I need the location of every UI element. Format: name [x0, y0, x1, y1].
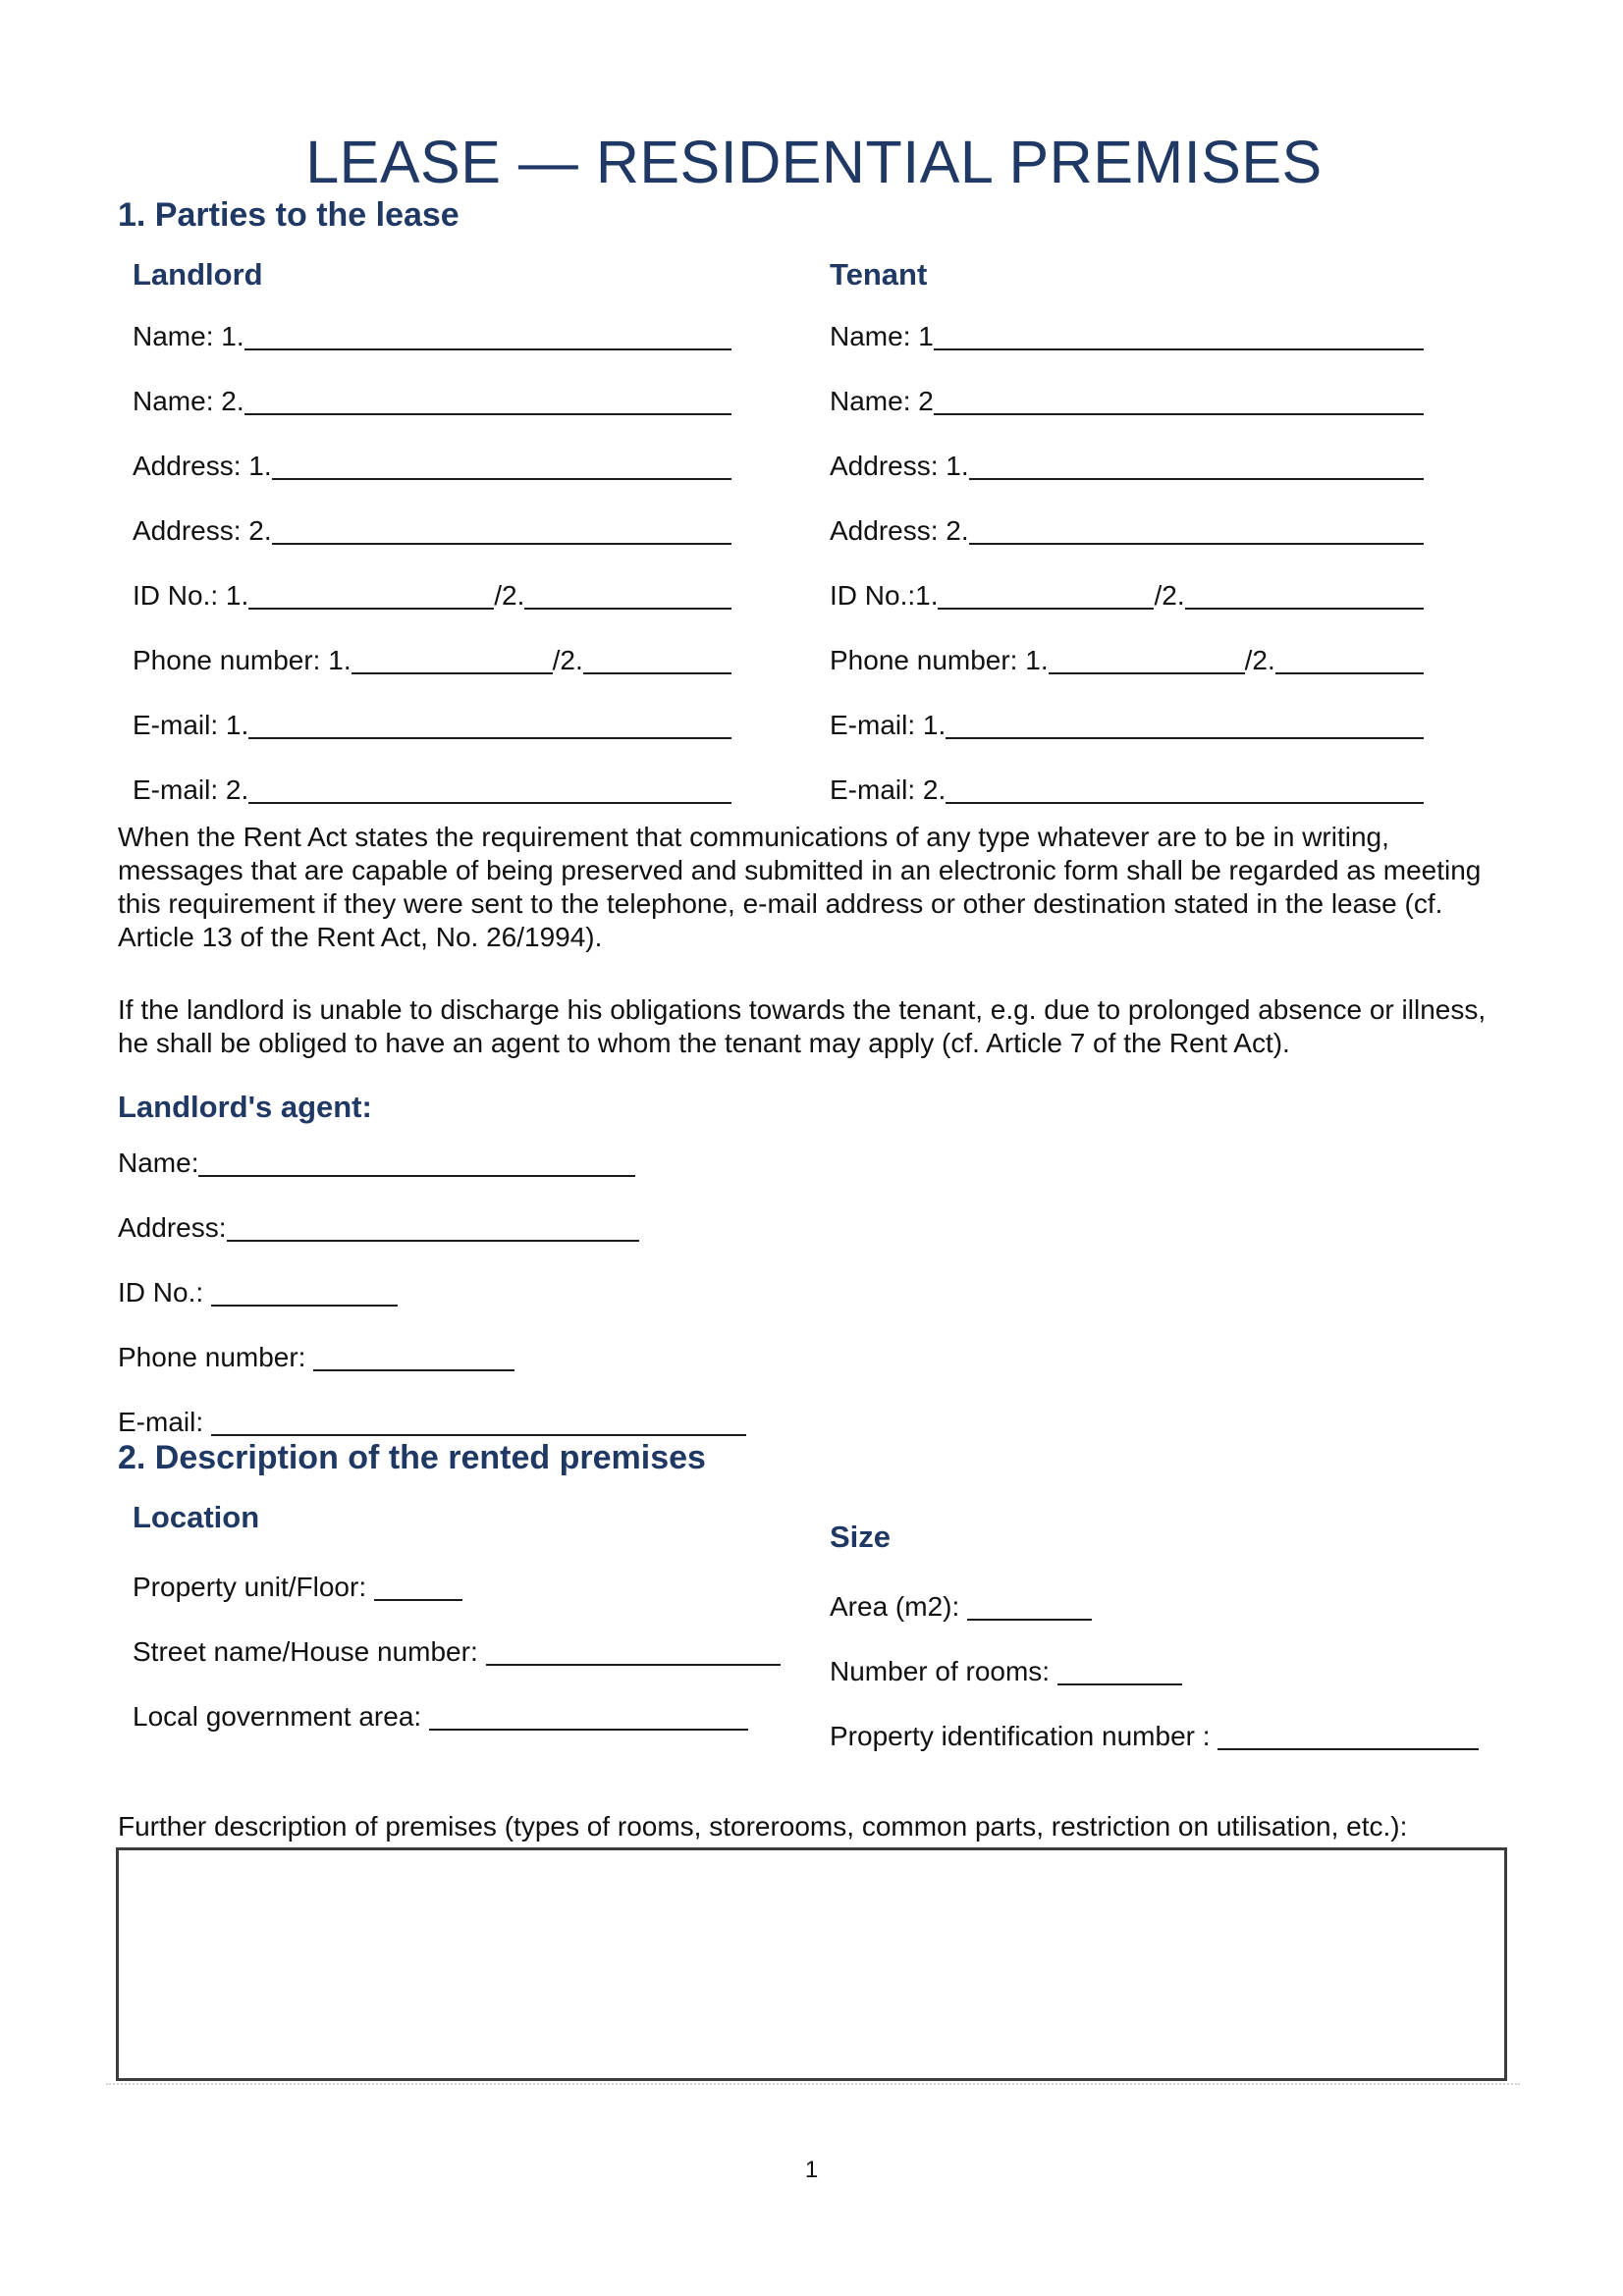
further-description-box[interactable]	[116, 1847, 1507, 2081]
agent-id-row	[118, 1276, 1510, 1309]
tenant-address-2-row	[830, 514, 1424, 548]
agent-id-label: ID No.:	[118, 1277, 211, 1308]
agent-email-row	[118, 1406, 1510, 1439]
landlord-name-1-row	[133, 320, 731, 353]
landlord-address-2-row	[133, 514, 731, 548]
local-government-area-row	[133, 1700, 731, 1734]
tenant-phone-2-label: /2.	[1244, 645, 1275, 676]
tenant-name-2-label: Name: 2	[830, 386, 934, 417]
tenant-email-1-row	[830, 709, 1424, 742]
property-identification-number-row	[830, 1720, 1424, 1753]
tenant-email-2-label: E-mail: 2.	[830, 774, 947, 806]
property-identification-number-label: Property identification number :	[830, 1721, 1218, 1752]
section1-heading: 1. Parties to the lease	[118, 196, 460, 235]
landlord-email-2-row	[133, 774, 731, 807]
landlord-phone-1-label: Phone number: 1.	[133, 645, 352, 676]
agent-name-line[interactable]	[198, 1175, 635, 1177]
landlord-email-2-line[interactable]	[248, 802, 731, 804]
agent-fields	[118, 1147, 1510, 1439]
size-fields	[830, 1590, 1424, 1753]
number-of-rooms-line[interactable]	[1057, 1683, 1182, 1685]
agent-address-row	[118, 1211, 1510, 1245]
parties-columns	[118, 234, 1510, 807]
tenant-id-1-line[interactable]	[938, 608, 1154, 610]
area-m2-line[interactable]	[967, 1619, 1092, 1621]
tenant-fields	[830, 320, 1424, 807]
landlord-id-1-line[interactable]	[248, 608, 494, 610]
landlord-address-1-row	[133, 450, 731, 483]
landlord-phone-1-line[interactable]	[352, 672, 553, 674]
landlord-address-1-line[interactable]	[272, 478, 731, 480]
tenant-address-2-label: Address: 2.	[830, 515, 969, 547]
local-government-area-label: Local government area:	[133, 1701, 429, 1733]
area-m2-label: Area (m2):	[830, 1591, 968, 1623]
street-house-number-line[interactable]	[486, 1664, 781, 1666]
tenant-phone-1-label: Phone number: 1.	[830, 645, 1049, 676]
rent-act-communications-paragraph: When the Rent Act states the requirement that communications of any type whatever are to be in writing, messages that are capable of being preserved and submitted in an electronic form shall be regarded as meeting this requirement if they were sent to the telephone, e-mail address or other destination stated in the lease (cf. Article 13 of the Rent Act, No. 26/1994).	[118, 822, 1482, 953]
tenant-heading: Tenant	[830, 257, 928, 293]
landlord-id-2-label: /2.	[494, 580, 525, 612]
tenant-address-1-label: Address: 1.	[830, 451, 969, 482]
tenant-id-row	[830, 579, 1424, 613]
tenant-phone-1-line[interactable]	[1049, 672, 1245, 674]
landlord-address-1-label: Address: 1.	[133, 451, 272, 482]
number-of-rooms-label: Number of rooms:	[830, 1656, 1057, 1687]
landlord-name-2-row	[133, 385, 731, 418]
location-fields	[133, 1571, 731, 1734]
tenant-phone-2-line[interactable]	[1275, 672, 1424, 674]
agent-address-label: Address:	[118, 1212, 227, 1244]
landlord-phone-row	[133, 644, 731, 677]
section2-heading: 2. Description of the rented premises	[118, 1439, 706, 1477]
landlords-agent-heading: Landlord's agent:	[118, 1090, 372, 1125]
landlord-email-1-label: E-mail: 1.	[133, 710, 249, 741]
tenant-phone-row	[830, 644, 1424, 677]
landlord-email-1-row	[133, 709, 731, 742]
landlord-id-1-label: ID No.: 1.	[133, 580, 249, 612]
landlord-heading: Landlord	[133, 257, 263, 293]
landlord-phone-2-label: /2.	[552, 645, 583, 676]
agent-phone-line[interactable]	[313, 1369, 514, 1371]
page-margin-guide	[106, 2083, 1520, 2085]
agent-name-label: Name:	[118, 1148, 199, 1179]
page-number: 1	[804, 2157, 819, 2183]
tenant-email-1-line[interactable]	[946, 737, 1424, 739]
area-m2-row	[830, 1590, 1424, 1624]
size-column	[830, 1476, 1424, 1753]
landlord-phone-2-line[interactable]	[583, 672, 731, 674]
tenant-name-1-row	[830, 320, 1424, 353]
property-identification-number-line[interactable]	[1217, 1748, 1479, 1750]
tenant-id-1-label: ID No.:1.	[830, 580, 939, 612]
tenant-email-2-line[interactable]	[946, 802, 1424, 804]
landlord-id-2-line[interactable]	[524, 608, 731, 610]
tenant-name-1-line[interactable]	[934, 348, 1424, 350]
size-heading: Size	[830, 1520, 892, 1555]
agent-email-label: E-mail:	[118, 1407, 211, 1438]
landlord-name-2-label: Name: 2.	[133, 386, 244, 417]
landlord-id-row	[133, 579, 731, 613]
number-of-rooms-row	[830, 1655, 1424, 1688]
landlord-email-1-line[interactable]	[248, 737, 731, 739]
landlord-agent-paragraph: If the landlord is unable to discharge his obligations towards the tenant, e.g. due to prolonged absence or illness, he shall be obliged to have an agent to whom the tenant may apply (cf. Article 7 of the Rent Act).	[118, 994, 1487, 1059]
agent-email-line[interactable]	[211, 1434, 746, 1436]
landlord-name-1-label: Name: 1.	[133, 321, 244, 352]
tenant-email-2-row	[830, 774, 1424, 807]
agent-address-line[interactable]	[227, 1240, 639, 1242]
tenant-column	[830, 234, 1424, 807]
location-column	[118, 1476, 731, 1753]
landlord-address-2-line[interactable]	[272, 543, 731, 545]
property-unit-floor-line[interactable]	[374, 1599, 462, 1601]
local-government-area-line[interactable]	[429, 1729, 748, 1731]
landlord-email-2-label: E-mail: 2.	[133, 774, 249, 806]
property-unit-floor-label: Property unit/Floor:	[133, 1572, 374, 1603]
landlord-column	[118, 234, 731, 807]
agent-name-row	[118, 1147, 1510, 1180]
landlord-name-1-line[interactable]	[244, 348, 731, 350]
street-house-number-row	[133, 1635, 731, 1669]
tenant-name-2-line[interactable]	[934, 413, 1424, 415]
landlord-name-2-line[interactable]	[244, 413, 731, 415]
tenant-address-1-row	[830, 450, 1424, 483]
landlord-fields	[133, 320, 731, 807]
agent-id-line[interactable]	[211, 1305, 398, 1307]
tenant-address-2-line[interactable]	[969, 543, 1424, 545]
tenant-address-1-line[interactable]	[969, 478, 1424, 480]
agent-phone-row	[118, 1341, 1510, 1374]
tenant-name-2-row	[830, 385, 1424, 418]
tenant-id-2-line[interactable]	[1185, 608, 1424, 610]
further-description-label: Further description of premises (types of rooms, storerooms, common parts, restriction on utilisation, etc.):	[118, 1811, 1408, 1842]
premises-columns	[118, 1476, 1510, 1753]
page-title: LEASE — RESIDENTIAL PREMISES	[305, 129, 1323, 195]
agent-phone-label: Phone number:	[118, 1342, 314, 1373]
location-heading: Location	[133, 1500, 260, 1535]
landlord-address-2-label: Address: 2.	[133, 515, 272, 547]
street-house-number-label: Street name/House number:	[133, 1636, 486, 1668]
tenant-id-2-label: /2.	[1154, 580, 1185, 612]
tenant-email-1-label: E-mail: 1.	[830, 710, 947, 741]
tenant-name-1-label: Name: 1	[830, 321, 934, 352]
property-unit-floor-row	[133, 1571, 731, 1604]
